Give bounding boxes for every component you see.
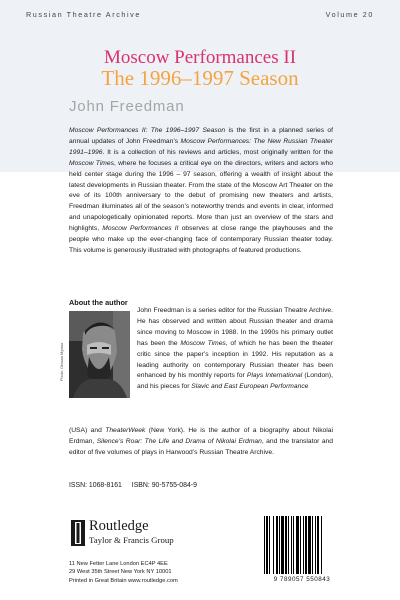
barcode-bar bbox=[321, 516, 322, 574]
barcode-number: 9 789057 550843 bbox=[273, 576, 331, 583]
barcode-bar bbox=[273, 516, 274, 574]
barcode-bar bbox=[293, 516, 294, 574]
barcode-bar bbox=[308, 516, 311, 574]
isbn: ISBN: 90-5755-084-9 bbox=[131, 482, 197, 489]
printed-in-website: Printed in Great Britain www.routledge.com bbox=[69, 577, 178, 584]
author-bio-continued: (USA) and TheaterWeek (New York). He is the author of a biography about Nikolai Erdman, Silence’s Roar: The Life and Drama of Nikolai Erdman, and the translator and editor of five volumes of plays in Harwood’s Russian Theatre Archive. bbox=[69, 427, 333, 456]
series-volume: Volume 20 bbox=[325, 10, 374, 19]
issn: ISSN: 1068-8161 bbox=[69, 482, 122, 489]
address-new-york: 29 West 35th Street New York NY 10001 bbox=[69, 569, 172, 576]
author-photo bbox=[69, 311, 130, 398]
barcode-bar bbox=[291, 516, 292, 574]
barcode-bar bbox=[285, 516, 287, 574]
barcode-bar bbox=[264, 516, 265, 574]
routledge-logo bbox=[71, 520, 85, 546]
barcode-bar bbox=[312, 516, 313, 574]
barcode-bars bbox=[264, 516, 340, 574]
series-line bbox=[26, 10, 374, 19]
barcode-bar bbox=[296, 516, 299, 574]
address-london: 11 New Fetter Lane London EC4P 4EE bbox=[69, 561, 168, 567]
barcode-bar bbox=[300, 516, 301, 574]
barcode-bar bbox=[269, 516, 270, 574]
blurb-newspaper: Moscow Times bbox=[69, 159, 114, 167]
publisher-name: Routledge bbox=[89, 518, 149, 534]
barcode-bar bbox=[281, 516, 284, 574]
blurb-title: Moscow Performances II: The 1996–1997 Season bbox=[69, 127, 226, 134]
author-bio: John Freedman is a series editor for the Russian Theatre Archive. He has observed and written about Russian theater and drama since moving to Moscow in 1988. In the 1990s his primary outlet has been the Moscow Times, of which he has been the theater critic since the paper’s inception in 1992. His reputation as a leading authority on contemporary Russian theater has been enhanced by his monthly reports for Plays International (London), and his pieces for Slavic and East European Performance bbox=[137, 307, 334, 391]
publisher-group: Taylor & Francis Group bbox=[89, 535, 174, 545]
barcode-bar bbox=[276, 516, 278, 574]
book-subtitle: The 1996–1997 Season bbox=[101, 66, 299, 90]
book-description: Moscow Performances II: The 1996–1997 Season is the first in a planned series of annual updates of John Freedman’s Moscow Performances: The New Russian Theater 1991–1996. It is a collection of his reviews and articles, most originally written for the Moscow Times, where he focuses a critical eye on the directors, writers and actors who held center stage during the 1996 – 97 season, offering a wealth of insight about the latest developments in Russian theater. From the state of the Moscow Art Theater on the eve of its 100th anniversary to the debut of promising new theaters and artists, Freedman illuminates all of the season’s noteworthy trends and events in clear, informed and unapologetically opinionated reports. More than just an overview of the stars and highlights, Moscow Performances II observes at close range the playhouses and the people who make up the ever-changing face of contemporary Russian theater today. This volume is generously illustrated with photographs of featured productions. bbox=[69, 127, 334, 254]
photo-credit: Photo: Oksana Mysina bbox=[60, 342, 64, 381]
blurb-short-title: Moscow Performances II bbox=[102, 225, 179, 233]
blurb-prev-book: Moscow Performances: The New Russian Theater 1991–1996 bbox=[69, 137, 333, 156]
barcode-bar bbox=[288, 516, 289, 574]
barcode-bar bbox=[279, 516, 280, 574]
identifiers bbox=[69, 482, 205, 489]
barcode-bar bbox=[303, 516, 304, 574]
series-name: Russian Theatre Archive bbox=[26, 10, 141, 19]
barcode-bar bbox=[305, 516, 307, 574]
book-title: Moscow Performances II bbox=[103, 47, 297, 68]
barcode-bar bbox=[317, 516, 319, 574]
about-author-heading: About the author bbox=[69, 298, 128, 307]
barcode-bar bbox=[266, 516, 268, 574]
author-name: John Freedman bbox=[69, 98, 185, 115]
barcode-bar bbox=[315, 516, 316, 574]
publisher-address bbox=[69, 560, 178, 585]
barcode bbox=[260, 512, 344, 590]
